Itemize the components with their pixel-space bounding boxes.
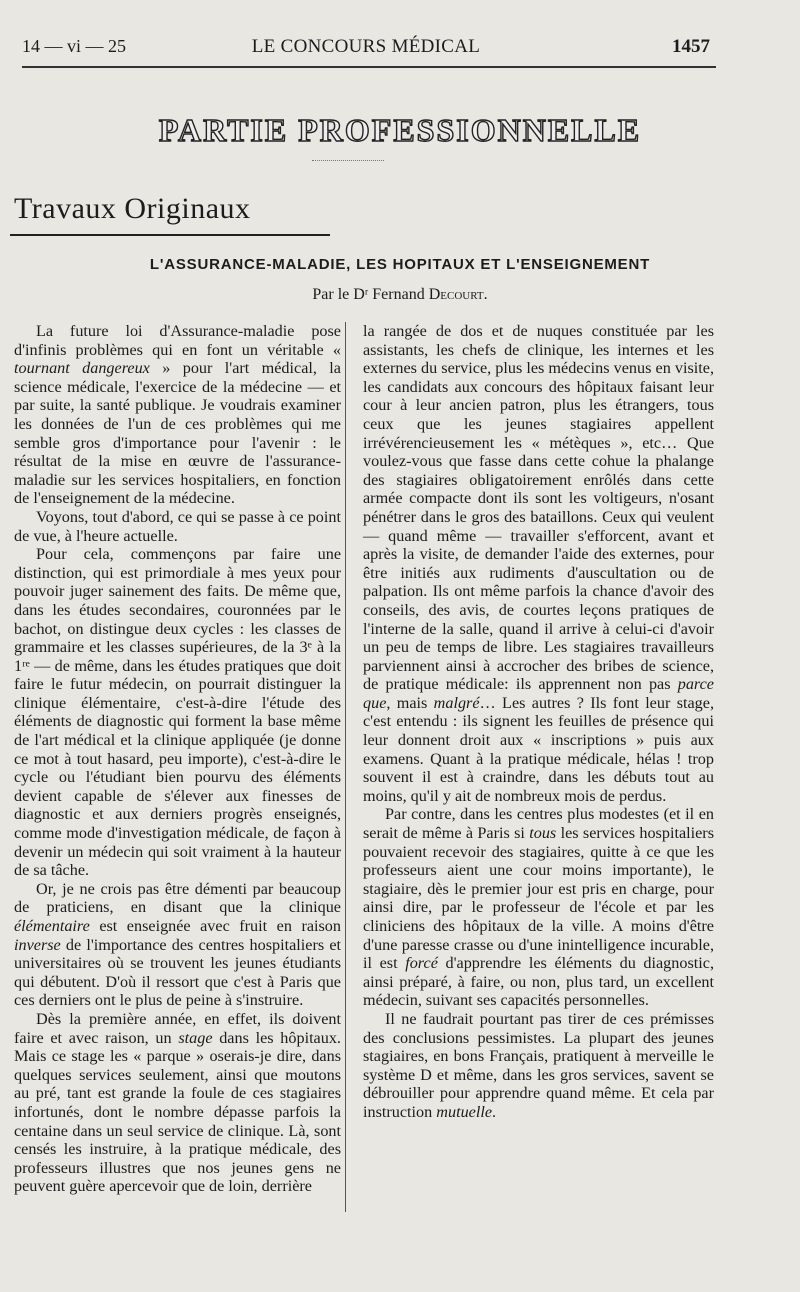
category-heading: Travaux Originaux [14,192,251,225]
byline [0,286,800,304]
paragraph: Or, je ne crois pas être démenti par beaucoup de praticiens, en disant que la clinique élémentaire est enseignée avec fruit en raison inverse de l'importance des centres hospitaliers et universitaires où se trouvent les jeunes étudiants qui débutent. D'où il ressort que c'est à Paris que ces derniers ont le plus de peine à s'instruire. [14,879,341,1010]
category-rule [10,234,330,236]
byline-prefix: Par le Dʳ Fernand [312,286,425,303]
paragraph: la rangée de dos et de nuques constituée par les assistants, les chefs de clinique, les internes et les externes du service, plus les médecins venus en visite, les candidats aux concours des hôpitaux faisant leur cour à leur ancien patron, plus les étrangers, tous ceux que les jeunes stagiaires appellent irrévérencieusement les « métèques », etc… Que voulez-vous que fasse dans cette cohue la phalange des stagiaires obligatoirement enrôlés dans cette armée compacte dont ils sont les voltigeurs, n'osant pénétrer dans le gros des bataillons. Ceux qui veulent — quand même — travailler s'efforcent, avant et après la visite, de demander l'aide des externes, pour être initiés aux rudiments d'auscultation ou de palpation. Ils ont même parfois la chance d'avoir des conseils, des avis, de courtes leçons pratiques de l'interne de la salle, quand il arrive à celui-ci d'avoir un peu de temps de libre. Les stagiaires travailleurs parviennent ainsi à accrocher des bribes de science, de pratique médicale: ils apprennent non pas parce que, mais malgré… Les autres ? Ils font leur stage, c'est entendu : ils signent les feuilles de présence qui leur donnent droit aux « inscriptions » puis aux examens. Quant à la pratique médicale, hélas ! trop souvent il est à craindre, dans les débuts tout au moins, qu'il y ait de nombreux mois de perdus. [363,322,714,805]
section-title: PARTIE PROFESSIONNELLE [158,112,642,148]
left-column [14,322,341,1222]
right-column [363,322,714,1222]
paragraph: Dès la première année, en effet, ils doivent faire et avec raison, un stage dans les hôpitaux. Mais ce stage les « parque » oserais-je dire, dans quelques services seulement, ainsi que moutons au pré, tant est grande la foule de ces stagiaires infortunés, dont le nombre dépasse parfois la centaine dans un seul service de clinique. Là, sont censés les instruire, à la pratique médicale, des professeurs illustres que nos jeunes gens ne peuvent guère apercevoir que de loin, derrière [14,1009,341,1196]
author-surname: Decourt [428,286,484,303]
issue-date: 14 — vi — 25 [22,36,127,56]
page-number: 1457 [672,36,710,57]
paragraph: Pour cela, commençons par faire une distinction, qui est primordiale à mes yeux pour pouvoir juger sainement des faits. De même que, dans les études secondaires, couronnées par le bachot, on distingue deux cycles : les classes de grammaire et les classes supérieures, de la 3ᵉ à la 1ʳᵉ — de même, dans les études pratiques que doit faire le futur médecin, on pourrait distinguer la clinique élémentaire, c'est-à-dire l'étude des éléments de diagnostic qui forment la base même de l'art médical et la clinique appliquée (je donne ce mot à tout hasard, peu importe), c'est-à-dire le cycle ou l'étudiant bien pourvu des éléments devient capable de s'élever aux finesses de diagnostic et aux derniers progrès enseignés, comme mode d'investigation médicale, de façon à devenir un médecin qui soit vraiment à la hauteur de sa tâche. [14,545,341,880]
running-header [22,36,710,62]
paragraph: La future loi d'Assurance-maladie pose d'infinis problèmes qui en font un véritable « tournant dangereux » pour l'art médical, la science médicale, l'exercice de la médecine — et par suite, la santé publique. Je voudrais examiner les données de l'un de ces problèmes qui me semble gros d'importance pour l'avenir : le résultat de la mise en œuvre de l'assurance-maladie sur les services hospitaliers, en fonction de l'enseignement de la médecine. [14,322,341,508]
byline-end: . [483,286,488,303]
header-rule [22,66,716,68]
paragraph: Voyons, tout d'abord, ce qui se passe à ce point de vue, à l'heure actuelle. [14,507,341,545]
article-title: L'ASSURANCE-MALADIE, LES HOPITAUX ET L'ENSEIGNEMENT [149,256,651,273]
journal-name: LE CONCOURS MÉDICAL [251,36,481,57]
paragraph: Il ne faudrait pourtant pas tirer de ces prémisses des conclusions pessimistes. La plupart des jeunes stagiaires, en bons Français, pratiquent à merveille le système D et même, dans les gros services, savent se débrouiller pour apprendre quand même. Et cela par instruction mutuelle. [363,1009,714,1121]
decorative-divider [312,160,384,161]
paragraph: Par contre, dans les centres plus modestes (et il en serait de même à Paris si tous les services hospitaliers pouvaient recevoir des stagiaires, quitte à ce que les professeurs aient une cour moins importante), le stagiaire, dès le premier jour est pris en charge, pour ainsi dire, par le professeur de l'école et par les cliniciens des hôpitaux de la ville. A moins d'être d'une paresse crasse ou d'une inintelligence incurable, il est forcé d'apprendre les éléments du diagnostic, ainsi préparé, à faire, ou non, plus tard, un excellent médecin, suivant ses capacités personnelles. [363,805,714,1010]
article-body [14,322,736,1222]
